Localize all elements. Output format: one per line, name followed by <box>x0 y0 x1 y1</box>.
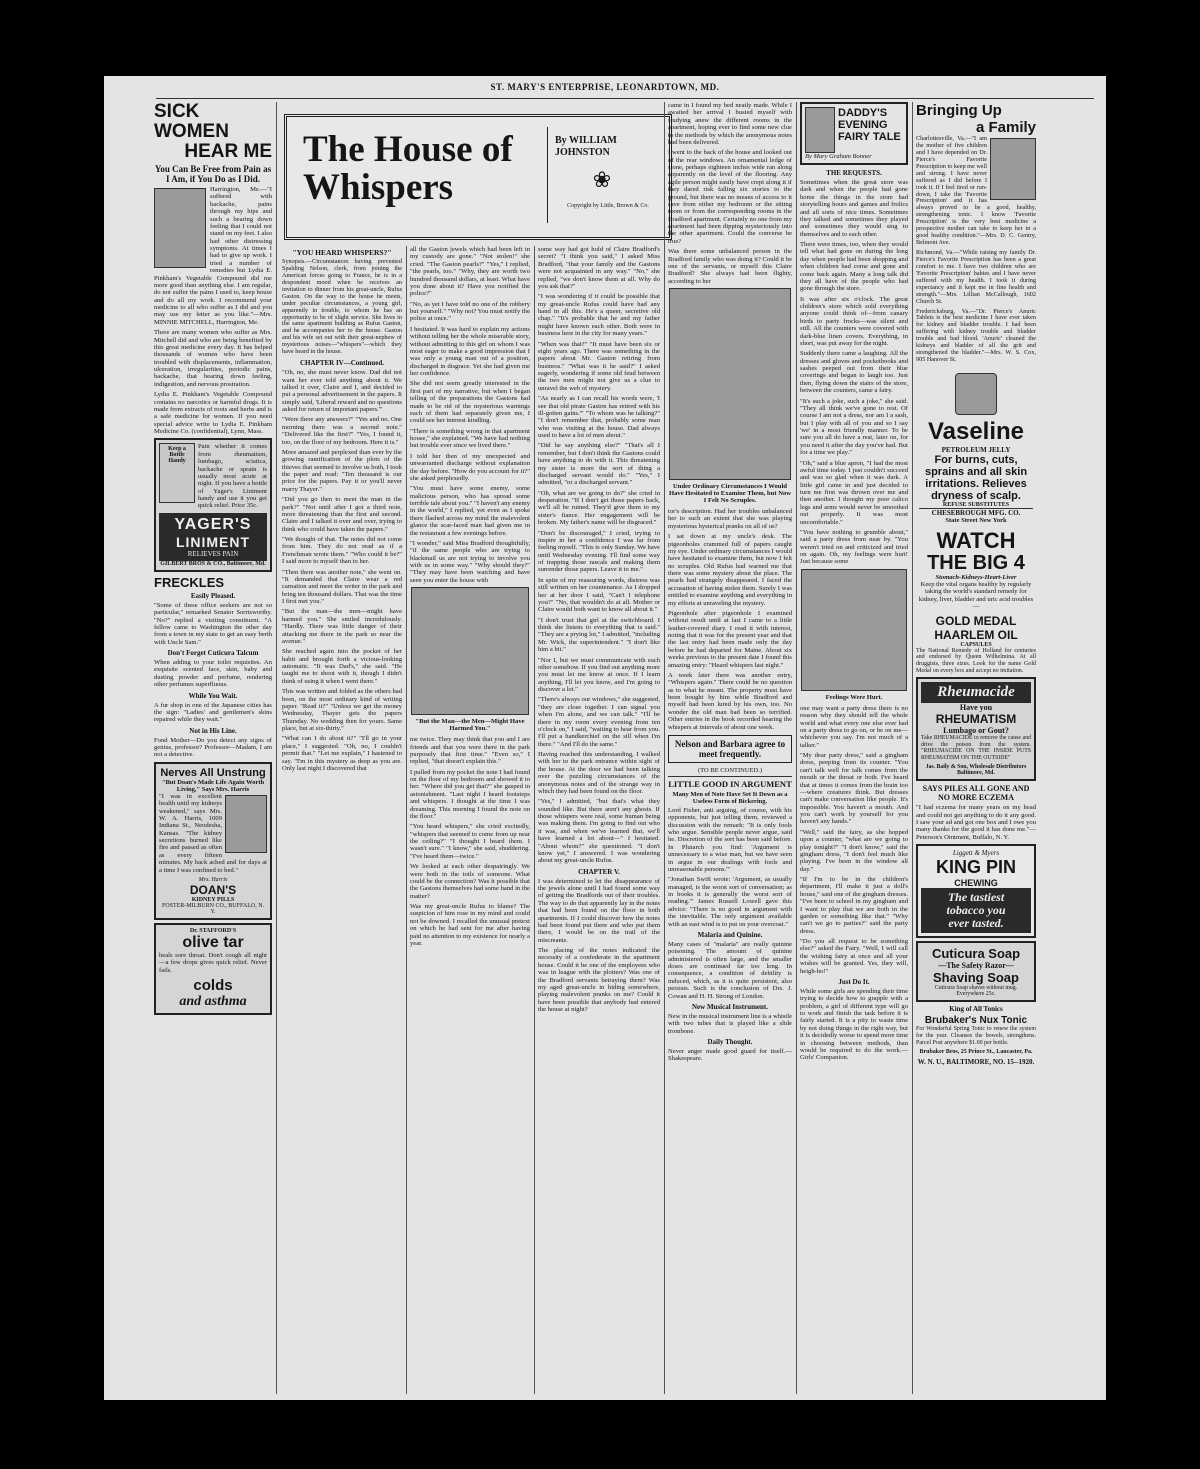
col5-para-2: I went to the back of the house and looked out of the rear windows. An ornamental ledge of stone, perhaps eighteen inches wide ran along apparently on the level of the flooring. Any agile person might easily have crept along it if they dared risk falling six stories to the ground, but there was no means of access to it save from either my bedroom or the sitting room or from the corresponding rooms in the Bradford apartment. Certainly no one from my apartment had been dipping mysteriously into the other apartment. Could the converse be true? <box>668 149 792 245</box>
column-1 <box>154 102 272 1396</box>
col6-para-2: There were times, too, when they would tell what had gone on during the long day when people had been shopping and when children had come and gone and come back again. Many a long talk did they all have of the people who had gone through the store. <box>800 241 908 293</box>
not-in-his-line-body: Fond Mother—Do you detect any signs of genius, professor? Professor—Madam, I am not a detective. <box>154 736 272 759</box>
fairy-tale: FAIRY TALE <box>838 131 901 143</box>
pierce-testimonial-3: Fredericksburg, Va.—"Dr. Pierce's Anuric Tablets is the best medicine I have ever taken for kidney and bladder trouble. I had been suffering with kidney trouble and bladder trouble and bad blood. 'Anuric' cleaned the kidneys and bladder of all the grit and strengthened the bladder."—Mrs. W. S. Cox, 905 Hanover St. <box>916 307 1036 364</box>
lumbago: Lumbago or Gout? <box>943 726 1009 736</box>
col4-para-5: "Did he say anything else?" "That's all I remember, but I don't think the Gastons could have anything to do with it. This threatening my sister is more the sort of thing a discharged servant would do." "Yes," I admitted, "or a discharged servant." <box>538 442 660 487</box>
col3-para-2: "No, as yet I have told no one of the robbery but yourself." "Why not? You must notify the police at once." <box>410 300 530 323</box>
brubaker-address: Brubaker Bros, 25 Prince St., Lancaster, Pa. <box>919 1049 1033 1056</box>
story-copyright: Copyright by Little, Brown & Co. <box>567 203 649 209</box>
col5-para-8: Lord Fisher, anti arguing, of course, with his opponents, but just telling them, reviewed a discussion with the remark: "It is only fools who argue. Sensible people never argue, said he. Discretion of the sort has been said before. In Plutarch you find: 'Argument is unnecessary to a wise man, but we have seen in argue in our dealings with fools and unreasonable persons.'" <box>668 806 792 873</box>
column-5 <box>668 102 792 1396</box>
col2-para-10: "What can I do about it?" "I'll go in your place," I suggested. "Oh, no, I couldn't permit that." "Let me explain," I hastened to say. "I'm in this mystery as deep as you are. Only last night I discovered that <box>282 735 402 772</box>
col5-para-9: "Jonathan Swift wrote: 'Argument, as usually managed, is the worst sort of conversation; as in books it is generally the worst sort of reading.'" James Russell Lowell gave this advice: "There is no good in argument with the inevitable. The only argument available with an east wind is to put on your overcoat." <box>668 876 792 928</box>
story-byline: By WILLIAM JOHNSTON <box>555 135 617 158</box>
while-you-wait-head: While You Wait. <box>188 691 238 700</box>
column-rule-6 <box>912 102 913 1394</box>
cuticura-soap: Cuticura Soap <box>931 946 1021 962</box>
cuticura-small: Cuticura Soap shaves without mug. Everywhere 25c. <box>934 985 1018 998</box>
leaf-ornament-icon: ❀ <box>592 167 612 192</box>
col4-para-15: The placing of the notes indicated the necessity of a confederate in the apartment house. Could it be one of the employees who was in league with the plotters? Was one of the Bradford servants betraying them? Was my aged great-uncle in hiding somewhere, playing malevolent pranks on me? Could it have been possible that anybody had entered the house at night? <box>538 947 660 1013</box>
col3-para-9: me twice. They may think that you and I are friends and that you were there in the park purposely that first time." "Even so," I replied, "that doesn't explain this." <box>410 736 530 766</box>
liniment-bottle-image <box>159 443 195 503</box>
col3-para-5: "There is something wrong in that apartment house," she explained. "We have had nothing but trouble ever since we lived there." <box>410 427 530 450</box>
liggett-myers: Liggett & Myers <box>952 849 1000 858</box>
the-big-4: THE BIG 4 <box>927 552 1025 574</box>
daily-thought-head: Daily Thought. <box>707 1038 753 1046</box>
chapter-iv-head: CHAPTER IV—Continued. <box>299 359 384 368</box>
chewing: CHEWING <box>954 878 998 889</box>
col4-para-3: "When was that?" "It must have been six or eight years ago. There was something in the papers about Mr. Gaston retiring from business." "What was it he said?" I asked eagerly, wondering if some old feud between the two men might not give us a clue to unravel the web of mystery. <box>538 340 660 392</box>
brubaker-body: For Wonderful Spring Tonic to renew the system for the year. Cleanses the bowels, strengthens. Parcel Post anywhere $1.00 per bottle. <box>916 1026 1036 1046</box>
yager-logo-band <box>159 513 267 561</box>
tastiest-line-1: The tastiest <box>947 890 1005 905</box>
tastiest-band <box>921 888 1031 933</box>
col5-para-3: Was there some unbalanced person in the Bradford family who was doing it? Could it be one of the servants, or myself this Claire Bradford? She always had been flighty, according to her <box>668 248 792 285</box>
mrs-harris-portrait <box>225 795 267 853</box>
yager-name-2: LINIMENT <box>175 533 251 550</box>
col4-para-1: some way had got hold of Claire Bradford's secret? "I think you said," I asked Miss Bradford, "that your family and the Gastons were not acquainted in any way." "No," she replied, "we don't know them at all. Why do you ask that?" <box>538 246 660 290</box>
just-do-it-head: Just Do It. <box>838 977 870 986</box>
col3-para-7: "You must have some enemy, some malicious person, who has spread some terrible tale about you." "I haven't any enemy in the world," I replied, yet even as I spoke there flashed across my mind the malevolent glance the scar-faced man had given me in the restaurant a few evenings before. <box>410 485 530 537</box>
mrs-harris-caption: Mrs. Harris <box>198 876 228 883</box>
col5-para-4: tor's description. Had her troubles unbalanced her to such an extent that she was playing mysterious hysterical pranks on all of us? <box>668 508 792 530</box>
column-rule-4 <box>664 102 665 1394</box>
col4-para-11: "There's always our windows," she suggested, "they are close together. I can signal you when I'm alone, and we can talk." "I'll be there in my room every evening from ten o'clock on," I said, "waiting to hear from you. I'll put a handkerchief on the sill when I'm there." "And I'll do the same." <box>538 696 660 748</box>
title-divider <box>547 127 548 223</box>
col4-para-10: "Nor I, but we must communicate with each other somehow. If you find out anything more you must let me know at once. If I learn anything, I'll let you know, and I'm going to discover a lot." <box>538 656 660 693</box>
yager-relieves: RELIEVES PAIN <box>187 549 239 558</box>
musical-head: New Musical Instrument. <box>691 1002 769 1011</box>
col6-para-11: "If I'm to be in the children's department, I'll make it just a doll's house," said one of the gingham dresses. "I've been to school in my gingham and I want to play that we are both in the garden or something like that." "Why can't we go to parties?" said the party dress. <box>800 876 908 935</box>
col4-para-4: "As nearly as I can recall his words were, 'I see that old pirate Gaston has retired with his ill-gotten gains.'" "To whom was he talking?" "I don't remember that, probably some man who was visiting at the house. Dad always used to have a lot of men about." <box>538 395 660 439</box>
masthead: ST. MARY'S ENTERPRISE, LEONARDTOWN, MD. <box>490 82 720 92</box>
shaving-soap: Shaving Soap <box>933 970 1019 986</box>
column-2 <box>282 246 402 1396</box>
malaria-head: Malaria and Quinine. <box>697 930 763 939</box>
hear-me-headline: HEAR ME <box>184 141 272 162</box>
vaseline-jar-image <box>955 373 997 415</box>
woman-portrait-image <box>154 188 206 268</box>
cuticura-shaving-ad <box>916 941 1036 1002</box>
yager-maker: GILBERT BROS & CO., Baltimore, Md. <box>160 560 266 567</box>
synopsis: Synopsis.—Circumstances having prevented Spalding Nelson, clerk, from joining the American forces going to France, he is in a despondent mood when he receives an invitation to dinner from his great-uncle, Rufus Gaston. On the way to the house he meets, under peculiar circumstances, a young girl, apparently in trouble, to whom he has an opportunity to be of slight service. She lives in the same apartment building as Rufus Gaston, and he accompanies her to the house. Gaston and his wife set out with their great-nephew of mysterious noises—"whispers"—which they have heard in the house. <box>282 258 402 356</box>
doans-ad <box>154 762 272 920</box>
story-title: The House of Whispers <box>303 129 513 208</box>
column-rule-1 <box>276 102 277 1394</box>
not-in-his-line-head: Not in His Line. <box>189 726 237 735</box>
piles-headline: SAYS PILES ALL GONE AND NO MORE ECZEMA <box>922 784 1030 803</box>
chesebrough: CHESEBROUGH MFG. CO. <box>919 508 1033 517</box>
col5-para-7: A week later there was another entry, "Whispers again." There could be no question as to what he meant. The property must have been bought by him while Bradford and myself had been lured by his own, too. No wonder the old man had been so terrified. Other entries in the book recorded hearing the whispers at intervals of about one week. <box>668 671 792 731</box>
col6-para-12: "Do you all request to be something else?" asked the Fairy. "Well, I will call the wishing fairy at once and all your wishes will be granted. Yes, they will, heigh-ho!" <box>800 938 908 975</box>
col4-para-9: "I don't trust that girl at the switchboard. I think she listens to everything that is said." "They are a prying lot," I admitted, "including Mr. Wick, the superintendent." "I don't like him a bit." <box>538 616 660 654</box>
cuticura-talcum-head: Don't Forget Cuticura Talcum <box>167 649 259 657</box>
sick-women-headline: SICK WOMEN <box>154 102 229 142</box>
rheumacide-body: Take RHEUMACIDE to remove the cause and drive the poison from the system. "RHEUMACIDE ON THE INSIDE PUTS RHEUMATISM ON THE OUTSIDE" <box>921 735 1031 761</box>
illustration-dresses <box>801 569 907 691</box>
column-4 <box>538 246 660 1396</box>
yager-body: Pain whether it comes from rheumatism, lumbago, sciatica, backache or sprain is usually most acute at night. If you have a bottle of Yager's Liniment handy and use it you get quick relief. Price 35c. <box>198 443 267 510</box>
watch-headline: WATCH <box>936 528 1016 553</box>
the-requests-head: THE REQUESTS. <box>826 169 882 177</box>
you-heard-whispers-head: "YOU HEARD WHISPERS?" <box>292 248 392 257</box>
col5-para-6: Pigeonhole after pigeonhole I examined without result until at last I came to a little leather-covered diary. I read it with interest, noting that it was for the present year and that the last entry had been made only the day before he had departed for Maine. About six weeks previous to the present date I found this amazing entry: "Heard whispers last night." <box>668 609 792 669</box>
daily-thought-body: Never anger made good guard for itself.—Shakespeare. <box>668 1048 792 1063</box>
column-6 <box>800 102 908 1396</box>
while-you-wait-body: A fur shop in one of the Japanese cities has the sign: "Ladies' and gentlemen's skins repaired while they wait." <box>154 701 272 724</box>
col6-para-4: Suddenly there came a laughing. All the dresses and gloves and pocketbooks and sashes peeped out from their blue coverings and began to laugh too. Just then, flying down the stairs of the store, between the counters, came a fairy. <box>800 350 908 395</box>
chesebrough-address: State Street New York <box>945 517 1007 524</box>
col3-para-1: all the Gaston jewels which had been left in my custody are gone." "Not stolen!" she cried. "The Gaston pearls?" "Yes," I replied, "the pearls, too." "Why, they are worth two hundred thousand dollars, at least. What have you done about it? Have you notified the police?" <box>410 246 530 298</box>
fairy-tale-author: By Mary Graham Bonner <box>805 153 872 160</box>
safety-razor: —The Safety Razor— <box>938 961 1014 971</box>
brubaker-name: Brubaker's Nux Tonic <box>924 1015 1028 1027</box>
col3-para-3: I hesitated. It was hard to explain my actions without telling her the whole miserable story, without admitting to this girl on whom I was most eager to make a good impression that I was only a young man out of a position, discharged in disgrace. Yet she had given me her confidence. <box>410 325 530 377</box>
colds-text: colds <box>193 977 233 994</box>
doans-pills: KIDNEY PILLS <box>191 896 235 903</box>
illustration-man-at-desk <box>669 288 791 480</box>
rheumacide-maker: Jas. Baily & Son, Wholesale Distributors Baltimore, Md. <box>925 764 1027 777</box>
sick-women-subhead: You Can Be Free from Pain as I Am, if You Do as I Did. <box>154 164 272 184</box>
col3-para-10: I pulled from my pocket the note I had found on the floor of my bedroom and showed it to her. "Where did you get that?" she gasped in astonishment. "Last night I heard footsteps and whispers. I thought at the time I was dreaming. This morning I found the note on the floor." <box>410 768 530 820</box>
piles-body: "I had eczema for many years on my head and could not get anything to do it any good. I saw your ad and got one box and I owe you many thanks for the good it has done me."—Peterson's Ointment, Buffalo, N. Y. <box>916 804 1036 841</box>
col2-para-6: "Then there was another note," she went on. "It demanded that Claire wear a red carnation and meet the writer in the park and bring ten thousand dollars. That was the time I first met you." <box>282 568 402 605</box>
gold-medal: GOLD MEDAL <box>935 613 1017 628</box>
asthma-text: and asthma <box>179 994 247 1009</box>
rheumacide-ad <box>916 677 1036 781</box>
nelson-barbara-callout: Nelson and Barbara agree to meet frequently. <box>668 735 792 763</box>
rheumatism: RHEUMATISM <box>935 712 1017 727</box>
keep-bottle-handy: Keep a Bottle Handy <box>168 446 186 465</box>
little-good-head: LITTLE GOOD IN ARGUMENT <box>668 776 792 789</box>
nerves-headline: Nerves All Unstrung <box>160 766 266 779</box>
tastiest-line-2: tobacco you <box>946 903 1006 918</box>
olive-tar-body: heals sore throat. Don't cough all night—a few drops gives quick relief. Never fails. <box>159 951 267 974</box>
column-rule-5 <box>796 102 797 1394</box>
olive-tar-top: Dr. STAFFORD'S <box>189 927 237 934</box>
col3-para-8: "I wonder," said Miss Bradford thoughtfully, "if the same people who are trying to blackmail us are not trying to involve you with us in some way." "Why should they?" "They may have been watching and have seen you enter the house with <box>410 539 530 584</box>
bringing-up: Bringing Up <box>916 102 1002 119</box>
olive-tar-name: olive tar <box>182 933 244 951</box>
mother-portrait <box>990 138 1036 200</box>
story-title-box <box>284 114 672 240</box>
col2-para-4: "Did you go then to meet the man in the park?" "Not until after I got a third note, more threatening than the first and second. Claire and I talked it over and over, trying to think who could have taken the papers." <box>282 496 402 533</box>
king-pin-ad <box>916 844 1036 938</box>
col4-para-6: "Oh, what are we going to do?" she cried in desperation. "If I don't get those papers back, we'll all be ruined. They'd give them to my sister's fiance. Her engagement will be broken. My father's name will be disgraced." <box>538 489 660 527</box>
col3-para-4: She did not seem greatly interested in the first part of my narrative, but when I began telling of the preparations the Gastons had made to be rid of the mysterious warnings each of them had separately given me, I could see her interest kindling. <box>410 380 530 425</box>
col4-para-12: Having reached this understanding, I walked with her to the park entrance within sight of the house. At the door we had been talking over the puzzling circumstances of the anonymous notes and of the strange way in which they had been found on the floor. <box>538 751 660 795</box>
column-3 <box>410 246 530 1396</box>
daddys-evening: DADDY'S EVENING <box>838 107 888 131</box>
big4-body: Keep the vital organs healthy by regularly taking the world's standard remedy for kidney, liver, bladder and uric acid troubles— <box>918 581 1034 611</box>
king-pin-name: KING PIN <box>935 857 1016 878</box>
daddys-fairy-tale-header <box>800 102 908 165</box>
tastiest-line-3: ever tasted. <box>948 916 1004 931</box>
col5-para-5: I sat down at my uncle's desk. The pigeonholes crammed full of papers caught my eye. Under ordinary circumstances I would have hesitated to examine them, but now I felt no scruples. Old Rufus had warned me that there was some mystery about the place. The pearls had strangely disappeared. I faced the accusation of having stolen them. Surely I was entitled to examine anything and everything in my efforts at unraveling the mystery. <box>668 533 792 607</box>
pinkham-body-3: Lydia E. Pinkham's Vegetable Compound contains no narcotics or harmful drugs. It is made from extracts of roots and herbs and is a safe medicine for women. If you need special advice write to Lydia E. Pinkham Medicine Co. (confidential), Lynn, Mass. <box>154 391 272 435</box>
vaseline-sub: PETROLEUM JELLY <box>941 446 1011 454</box>
col6-para-1: Sometimes when the great store was dark and when the people had gone home the things in the store had storytelling hours and games and frolics and all sorts of nice times. Sometimes they talked and sometimes they played and sometimes they would sing to themselves and to each other. <box>800 179 908 238</box>
col6-para-6: "Oh," said a blue apron, "I had the most awful time today. I just couldn't succeed and was so glad when it was dark. A little girl came in and just decided to turn me first was thrown over me and then another. I thought my poor calico legs and arms would never be smoothed out properly. It was most uncomfortable." <box>800 459 908 526</box>
illustration-park-caption: "But the Man—the Men—Might Have Harmed You." <box>415 718 525 733</box>
col3-para-13: Was my great-uncle Rufus to blame? The suspicion of him rose in my mind and could not be downed. I recalled the unusual pretext on which he had sent for me after having paid no attention to my existence for nearly a year. <box>410 903 530 947</box>
newspaper-page <box>104 76 1106 1400</box>
col4-para-2: "I was wondering if it could be possible that my great-uncle Rufus could have had any hand in all this. He's a queer, secretive old chap." "It's probable that he and my father might have known each other. Both were in business here in the city for many years." <box>538 293 660 338</box>
doans-maker: FOSTER-MILBURN CO., BUFFALO, N. Y. <box>161 902 265 915</box>
col4-para-13: "Yes," I admitted, "but that's what they sounded like. But there aren't any ghosts. If those whispers were real, some human being was making them. I'm going to find out who it was, and when we've learned that, we'll have learned a lot about—" I hesitated. "About whom?" she questioned. "I don't know yet," I answered. I was wondering about my great-uncle Rufus. <box>538 798 660 865</box>
col4-para-7: "Don't be discouraged," I cried, trying to inspire in her a confidence I was far from feeling myself. "This is only Sunday. We have until Wednesday evening. I'll find some way of trapping those rascals and making them surrender those papers. Leave it to me." <box>538 529 660 574</box>
col6-para-5: "It's such a joke, such a joke," she said. "They all think we've gone to rest. Of course I am not a dress, nor am I a sash, but I play with all of you and so I say 'we' in a most friendly manner. To be sure you all do have a rest, later on, for you need it after the day you've had. But for a time we play." <box>800 397 908 457</box>
capsules: CAPSULES <box>960 641 992 648</box>
col6-para-10: "Well," said the fairy, as she hopped upon a counter, "what are we going to play tonight?" "I don't know," said the gingham dress, "I don't feel much like playing. I've been in the window all day." <box>800 828 908 873</box>
yager-name-1: YAGER'S <box>174 515 252 533</box>
doans-name: DOAN'S <box>189 882 237 897</box>
gold-medal-body: The National Remedy of Holland for centuries and endorsed by Queen Wilhelmina. At all druggists, three sizes. Look for the name Gold Medal on every box and accept no imitation. <box>916 647 1036 674</box>
king-of-tonics: King of All Tonics <box>949 1005 1003 1014</box>
col3-para-12: We looked at each other despairingly. We were both in the toils of someone. What could be the connection? Was it possible that the Gastons themselves had some hand in the matter? <box>410 863 530 900</box>
a-family: a Family <box>975 119 1036 136</box>
to-be-continued: (TO BE CONTINUED.) <box>698 766 762 774</box>
illustration-park-men <box>411 587 529 715</box>
col2-para-5: "We thought of that. The notes did not come from him. They do not read as if a Frenchman wrote them." "Who could it be?" I said more to myself than to her. <box>282 536 402 566</box>
just-do-it-body: While some girls are spending their time trying to decide how to grapple with a problem, a girl of different type will go to work and finish the task before it is fairly started. It is a pity to waste time by not doing things in the right way, but it is decidedly worse to spend more time in choosing between methods, than would be required to do the work.—Girls' Companion. <box>800 987 908 1062</box>
big4-sub: Stomach-Kidneys-Heart-Liver <box>935 574 1017 581</box>
column-7 <box>916 102 1036 1396</box>
vaseline-name: Vaseline <box>927 418 1025 445</box>
doans-quote: "But Doan's Made Life Again Worth Living," Says Mrs. Harris <box>161 778 265 793</box>
col6-para-9: "My dear party dress," said a gingham dress, peeping from its counter. "You can't talk well for talk comes from the mouth or the throat or both. I've heard that at times it comes from the brain too—where creatures think. But dresses can't make conversation like people. It's impossible. You haven't a mouth. And you can't work by yourself for you haven't any hands." <box>800 752 908 826</box>
cuticura-talcum-body: When adding to your toilet requisites. An exquisite scented face, skin, baby and dusting powder and perfume, rendering other perfumes superfluous. <box>154 659 272 689</box>
haarlem-oil: HAARLEM OIL <box>934 627 1018 642</box>
illustration-dresses-caption: Feelings Were Hurt. <box>825 693 883 701</box>
rheumacide-name: Rheumacide <box>921 682 1031 703</box>
col2-para-7: "But the man—the men—might have harmed you." She smiled incredulously. "Hardly. There was little danger of their attacking me there in the park so near the avenue." <box>282 608 402 645</box>
col2-para-2: "Were there any answers?" "Yes and no. One morning there was a second note." "Delivered like the first?" "Yes, I found it, too, on the floor of my bedroom. Here it is." <box>282 416 402 446</box>
yager-liniment-ad <box>154 438 272 571</box>
vaseline-ad <box>916 367 1036 527</box>
illustration-desk-caption: Under Ordinary Circumstances I Would Have Hesitated to Examine Them, but Now I Felt No Scruples. <box>668 483 792 504</box>
olive-tar-ad <box>154 923 272 1015</box>
vaseline-refuse: REFUSE SUBSTITUTES <box>942 502 1010 508</box>
have-you: Have you <box>959 703 993 713</box>
pinkham-letter: Harrington, Me.—"I suffered with backache, pains through my hips and such a bearing down feeling that I could not stand on my feet. I also had other distressing symptoms. At times I had to give up work. I tried a number of remedies but Lydia E. Pinkham's Vegetable Compound did me more good than anything else. I am regular, do not suffer the pains I used to, keep house and do all my work. I recommend your medicine to all who suffer as I did and you may use my letter as you like."—Mrs. MINNIE MITCHELL, Harrington, Me. <box>154 186 272 326</box>
col3-para-6: I told her then of my unexpected and unwarranted discharge without explanation the day before. "How do you account for it?" she asked perplexedly. <box>410 452 530 482</box>
vaseline-body: For burns, cuts, sprains and all skin irritations. Relieves dryness of scalp. <box>924 454 1028 502</box>
col2-para-9: This was written and folded as the others had been, on the most ordinary kind of writing paper. "Read it?" "Unless we get the money Wednesday, Thayer gets the papers Thursday. No wedding then for yours. Same place, but at six-thirty." <box>282 688 402 732</box>
easily-pleased-body: "Some of these office seekers are not so particular," remarked Senator Sorrtsworthy. "No?" replied a visiting constituent. "A fellow came to Washington the other day from a town in my state to get an easy berth with Uncle Sam." <box>154 601 272 646</box>
col6-para-8: one may want a party dress there is no reason why they should tell the whole world and what every one else ever had on a party dress to go on, or be on me—whichever you say. I'm not much of a talker." <box>800 704 908 749</box>
easily-pleased-head: Easily Pleased. <box>190 591 236 600</box>
col3-para-11: "You heard whispers," she cried excitedly, "whispers that seemed to come from up near the ceiling?" "I thought I heard them. I wasn't sure." "I know," she said, shuddering. "I've heard them—twice." <box>410 823 530 860</box>
wnu-footer: W. N. U., BALTIMORE, NO. 15--1920. <box>917 1058 1035 1067</box>
malaria-body: Many cases of "malaria" are really quinine poisoning. The amount of quinine administered is often large, and the smaller doses are continued far too long. In consequence, a condition of debility is induced, which, as it is quite persistent, also persists. Such is the conclusion of Drs. J. Cowan and H. H. Strong of London. <box>668 940 792 1000</box>
col4-para-14: I was determined to let the disappearance of the jewels alone until I had found some way of getting the Bradfords out of their troubles. The way to do that apparently lay in the notes that had been found on the floor in both apartments. If I could discover how the notes had been found put there and who put them there, I would be on the trail of the miscreants. <box>538 877 660 944</box>
col2-para-8: She reached again into the pocket of her habit and brought forth a vicious-looking automatic. "It was Dad's," she said. "He taught me to shoot with it, though I didn't think of using it when I went there." <box>282 648 402 685</box>
col4-para-8: In spite of my reassuring words, distress was still written on her countenance. As I dropped her at her door I said, "Can't I telephone you?" "No, that wouldn't do at all. Mother or Claire would both want to know all about it." <box>538 576 660 614</box>
masthead-rule <box>156 98 1094 99</box>
col6-para-3: It was after six o'clock. The great children's store which sold everything anyone could think of—from canary birds to party frocks—was silent and still. All the counters were covered with dark-blue linen covers. Everything, in short, was put away for the night. <box>800 295 908 347</box>
little-good-subhead: Many Men of Note Have Set It Down as a Useless Form of Bickering. <box>672 790 788 805</box>
freckles-ad: FRECKLES <box>154 574 225 590</box>
column-rule-2 <box>406 246 407 1394</box>
fairy-tale-portrait <box>805 107 835 153</box>
pierce-testimonial-1: Charlottesville, Va.—"I am the mother of five children and I have depended on Dr. Pierce's Favorite Prescription to keep me well and strong. I have never suffered as I did before I took it. If I feel tired or run-down, I take the 'Favorite Prescription' and it has always proved to be a good, healthy, strengthening tonic. I know 'Favorite Prescription' is the very best medicine a prospective mother can take to keep her in a good healthy condition."—Mrs. D. C. Gentry, Belmont Ave. <box>916 135 1036 247</box>
column-rule-3 <box>534 246 535 1394</box>
musical-body: New in the musical instrument line is a whistle with two tubes that is played like a slide trombone. <box>668 1012 792 1035</box>
col2-para-1: "Oh, no, she must never know. Dad did not want her ever told anything about it. We talked it over, Claire and I, and decided to put a personal advertisement in the papers. It simply said, 'Liberal reward and no questions asked for return of important papers.'" <box>282 369 402 413</box>
col2-para-3: More amazed and perplexed than ever by the growing ramification of the plots of the thieves that seemed to involve us both, I took the paper and read: "Ten thousand is our price for the papers. Pay it or you'll never marry Thayer." <box>282 448 402 493</box>
pierce-testimonial-2: Richmond, Va.—"While raising my family Dr. Pierce's Favorite Prescription has been a great comfort to me. I have two children who are 'Favorite Prescription' babies and I have never suffered with my health. I took it during expectancy and it kept me in fine health and strength."—Mrs. Lillian McCallough, 1602 Church St. <box>916 249 1036 305</box>
col5-para-1: came in I found my bed neatly made. While I awaited her arrival I busied myself with studying anew the different rooms in the apartment, hoping ever to find some new clue to the methods by which the anonymous notes had been delivered. <box>668 102 792 146</box>
doans-body: "I was in excellent health until my kidneys weakened," says Mrs. W. A. Harris, 1009 Indiana St., Neodesha, Kansas. "The kidney secretions burned like fire and passed as often as every fifteen minutes. My back ached and for days at a time I was confined to bed." <box>159 792 267 874</box>
chapter-v-head: CHAPTER V. <box>578 867 620 876</box>
pinkham-body-2: There are many women who suffer as Mrs. Mitchell did and who are being benefited by this great medicine every day. It has helped thousands of women who have been troubled with displacements, inflammation, ulceration, irregularities, periodic pains, backache, that bearing down feeling, indigestion, and nervous prostration. <box>154 329 272 388</box>
col6-para-7: "You have nothing to grumble about," said a party dress from near by. "You weren't tried on and criticized and tried on again. Oh, my feelings were hurt! Just because some <box>800 528 908 566</box>
